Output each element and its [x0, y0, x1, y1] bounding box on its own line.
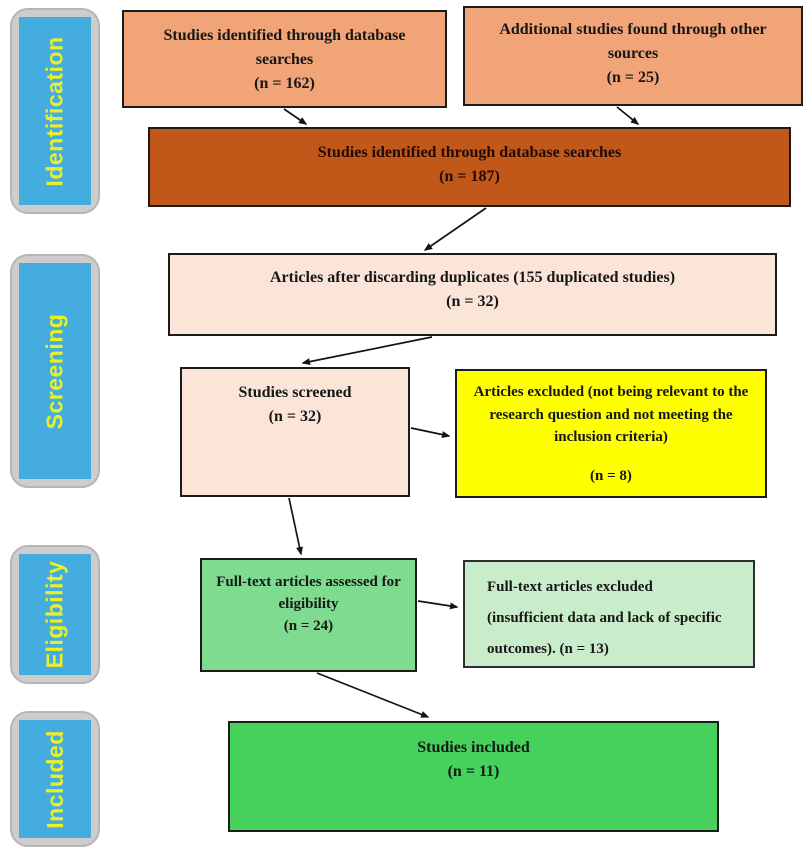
box-label: Articles excluded (not being relevant to the research question and not meeting the inclusion criteria)	[473, 384, 749, 445]
stage-pill-included	[10, 711, 100, 847]
stage-label-eligibility: Eligibility	[41, 560, 68, 669]
box-count: (n = 32)	[268, 408, 322, 425]
stage-pill-inner	[19, 263, 91, 479]
box-after-duplicates	[168, 253, 777, 336]
stage-label-screening: Screening	[41, 313, 68, 429]
arrow-dedup-to-screened	[303, 337, 432, 363]
box-count: (n = 24)	[283, 617, 334, 634]
stage-pill-inner	[19, 554, 91, 675]
box-count: (n = 8)	[590, 467, 632, 484]
box-fulltext-excluded	[463, 560, 755, 668]
box-label: Full-text articles excluded (insufficient data and lack of specific outcomes). (n = 13)	[487, 579, 722, 657]
box-count: (n = 162)	[254, 75, 315, 92]
stage-pill-inner	[19, 720, 91, 838]
arrow-db-to-combined	[284, 109, 306, 124]
box-combined-identified	[148, 127, 791, 207]
box-label: Studies included	[417, 739, 530, 756]
box-label: Studies identified through database searches	[317, 144, 622, 161]
arrow-sources-to-combined	[617, 107, 638, 124]
box-articles-excluded	[455, 369, 767, 498]
box-fulltext-assessed	[200, 558, 417, 672]
stage-pill-identification	[10, 8, 100, 214]
box-label: Full-text articles assessed for eligibility	[216, 574, 401, 612]
stage-pill-inner	[19, 17, 91, 205]
stage-label-identification: Identification	[41, 35, 68, 187]
stage-pill-eligibility	[10, 545, 100, 684]
arrow-screened-to-excluded	[411, 428, 449, 436]
box-label: Studies screened	[238, 384, 352, 401]
arrow-fulltext-to-excluded	[418, 601, 457, 607]
box-count: (n = 11)	[447, 763, 500, 780]
box-count: (n = 32)	[446, 293, 499, 310]
box-count: (n = 187)	[439, 168, 500, 185]
box-studies-included	[228, 721, 719, 832]
box-label: Studies identified through database searches	[163, 27, 406, 68]
box-label: Additional studies found through other sources	[499, 21, 767, 62]
box-count: (n = 25)	[606, 69, 660, 86]
box-studies-screened	[180, 367, 410, 497]
arrow-screened-to-fulltext	[289, 498, 301, 554]
arrow-fulltext-to-included	[317, 673, 428, 717]
box-database-searches	[122, 10, 447, 108]
box-label: Articles after discarding duplicates (155 duplicated studies)	[269, 269, 676, 286]
stage-pill-screening	[10, 254, 100, 488]
stage-label-included: Included	[41, 729, 68, 829]
box-other-sources	[463, 6, 803, 106]
arrow-combined-to-dedup	[425, 208, 486, 250]
